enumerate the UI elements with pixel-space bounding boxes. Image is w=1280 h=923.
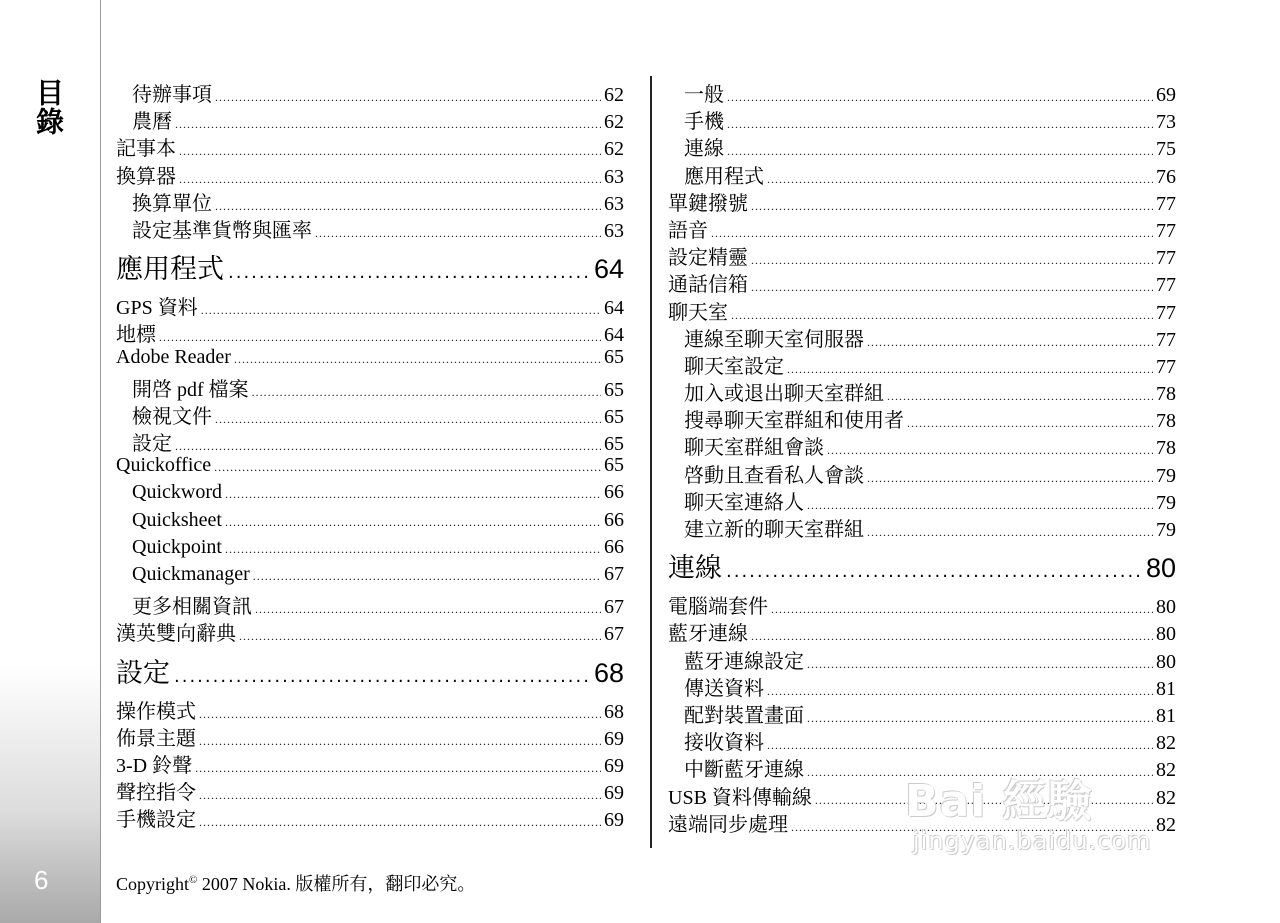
toc-entry-title: 藍牙連線設定: [684, 650, 804, 673]
toc-page-number: 65: [604, 433, 624, 456]
dot-leader: [174, 666, 590, 687]
toc-sub-entry[interactable]: [668, 105, 1176, 132]
toc-page-number: 67: [604, 563, 624, 585]
toc-page-number: 77: [1156, 355, 1176, 378]
toc-entry[interactable]: [668, 296, 1176, 323]
toc-page-number: 79: [1156, 464, 1176, 487]
toc-page-number: 77: [1156, 192, 1176, 215]
toc-entry-title: 設定: [116, 657, 170, 689]
toc-page-number: 62: [604, 111, 624, 134]
dot-leader: [228, 262, 590, 283]
copyright-mark: ©: [189, 874, 198, 886]
toc-page-number: 63: [604, 165, 624, 188]
toc-sub-entry[interactable]: [116, 427, 624, 454]
toc-entry-title: 檢視文件: [132, 405, 212, 428]
dot-leader: [727, 144, 1153, 159]
dot-leader: [867, 335, 1153, 350]
toc-entry-title: 連線至聊天室伺服器: [684, 328, 864, 351]
toc-entry-title: 漢英雙向辭典: [116, 623, 236, 646]
dot-leader: [867, 471, 1153, 486]
toc-page-number: 76: [1156, 165, 1176, 188]
dot-leader: [807, 765, 1153, 780]
toc-entry[interactable]: [668, 241, 1176, 268]
toc-entry-title: 聊天室群組會談: [684, 437, 824, 460]
toc-entry[interactable]: [116, 318, 624, 345]
toc-entry-title: 聊天室設定: [684, 355, 784, 378]
toc-sub-entry[interactable]: [668, 132, 1176, 159]
watermark-brand: Bai 經驗: [905, 776, 1093, 827]
toc-sub-entry[interactable]: [116, 187, 624, 214]
toc-entry-title: 單鍵撥號: [668, 192, 748, 215]
toc-entry-title: 加入或退出聊天室群組: [684, 383, 884, 406]
toc-sub-entry[interactable]: [668, 726, 1176, 753]
dot-leader: [751, 253, 1153, 268]
toc-entry-title: 設定: [132, 433, 172, 456]
toc-page-number: 68: [604, 700, 624, 723]
toc-entry-title: 換算器: [116, 165, 176, 188]
toc-page-number: 65: [604, 454, 624, 477]
toc-sub-entry[interactable]: [116, 78, 624, 105]
toc-entry-title: 應用程式: [116, 254, 224, 286]
toc-right-column: [668, 78, 1176, 835]
toc-page-number: 68: [593, 657, 624, 688]
toc-entry-title: 接收資料: [684, 732, 764, 755]
toc-page-number: 64: [604, 297, 624, 320]
dot-leader: [751, 280, 1153, 295]
toc-entry[interactable]: [116, 617, 624, 644]
dot-leader: [214, 460, 601, 475]
dot-leader: [727, 90, 1153, 105]
toc-entry-title: 藍牙連線: [668, 623, 748, 646]
toc-chapter-heading[interactable]: [116, 651, 624, 701]
dot-leader: [731, 308, 1153, 323]
toc-entry[interactable]: [116, 749, 624, 776]
toc-entry[interactable]: [116, 454, 624, 481]
toc-page-number: 82: [1156, 786, 1176, 809]
toc-entry-title: 手機: [684, 111, 724, 134]
dot-leader: [199, 707, 601, 722]
toc-entry[interactable]: [116, 132, 624, 159]
toc-page-number: 69: [604, 727, 624, 750]
toc-entry[interactable]: [116, 346, 624, 373]
toc-sub-entry[interactable]: [668, 78, 1176, 105]
toc-entry-title: 遠端同步處理: [668, 813, 788, 836]
toc-entry-title: 聊天室: [668, 301, 728, 324]
toc-page-number: 77: [1156, 219, 1176, 242]
toc-page-number: 82: [1156, 732, 1176, 755]
toc-entry-title: Quickoffice: [116, 454, 212, 477]
dot-leader: [201, 303, 601, 318]
dot-leader: [767, 684, 1153, 699]
toc-page-number: 67: [604, 623, 624, 646]
dot-leader: [887, 389, 1153, 404]
toc-page-number: 64: [593, 254, 624, 285]
dot-leader: [807, 498, 1153, 513]
toc-entry[interactable]: [668, 187, 1176, 214]
dot-leader: [225, 487, 601, 502]
toc-chapter-heading[interactable]: [116, 247, 624, 297]
toc-entry[interactable]: [116, 160, 624, 187]
dot-leader: [195, 761, 601, 776]
toc-page-number: 65: [604, 378, 624, 401]
sidebar: [0, 0, 101, 923]
dot-leader: [815, 793, 1153, 808]
copyright-prefix: Copyright: [116, 874, 190, 894]
toc-sub-entry[interactable]: [668, 513, 1176, 540]
toc-sub-entry[interactable]: [668, 672, 1176, 699]
toc-page-number: 62: [604, 84, 624, 106]
toc-entry[interactable]: [668, 781, 1176, 808]
toc-sub-entry[interactable]: [116, 509, 624, 536]
toc-entry-title: 啓動且查看私人會談: [684, 464, 864, 487]
page-number: 6: [34, 865, 49, 895]
toc-page-number: 69: [1156, 84, 1176, 106]
toc-entry-title: Quickpoint: [132, 535, 222, 558]
toc-sub-entry[interactable]: [668, 404, 1176, 431]
column-divider: [650, 76, 652, 848]
dot-leader: [807, 711, 1153, 726]
toc-sub-entry[interactable]: [668, 431, 1176, 458]
toc-page-number: 80: [1156, 623, 1176, 646]
toc-sub-entry[interactable]: [668, 350, 1176, 377]
toc-entry-title: 待辦事項: [132, 84, 212, 106]
toc-sub-entry[interactable]: [116, 563, 624, 590]
dot-leader: [727, 117, 1153, 132]
toc-entry-title: 配對裝置畫面: [684, 704, 804, 727]
dot-leader: [225, 515, 601, 530]
toc-sub-entry[interactable]: [668, 323, 1176, 350]
toc-page-number: 62: [604, 138, 624, 161]
dot-leader: [175, 117, 601, 132]
toc-entry-title: 中斷藍牙連線: [684, 759, 804, 782]
dot-leader: [215, 90, 601, 105]
toc-entry-title: 記事本: [116, 138, 176, 161]
dot-leader: [807, 657, 1153, 672]
dot-leader: [827, 443, 1153, 458]
toc-page-number: 65: [604, 405, 624, 428]
toc-page-number: 65: [604, 345, 624, 368]
dot-leader: [179, 144, 601, 159]
dot-leader: [225, 542, 601, 557]
toc-sub-entry[interactable]: [668, 645, 1176, 672]
toc-entry-title: 通話信箱: [668, 274, 748, 297]
dot-leader: [215, 199, 601, 214]
toc-page-number: 79: [1156, 519, 1176, 541]
toc-sub-entry[interactable]: [116, 105, 624, 132]
toc-entry-title: 連線: [668, 553, 722, 585]
toc-page-number: 66: [604, 481, 624, 504]
dot-leader: [253, 569, 601, 584]
dot-leader: [315, 226, 601, 241]
toc-page-number: 81: [1156, 704, 1176, 727]
dot-leader: [179, 172, 601, 187]
toc-entry[interactable]: [116, 803, 624, 830]
toc-entry[interactable]: [116, 291, 624, 318]
toc-sub-entry[interactable]: [668, 486, 1176, 513]
toc-left-column: [116, 78, 624, 831]
toc-page-number: 77: [1156, 274, 1176, 297]
dot-leader: [751, 629, 1153, 644]
toc-page-number: 69: [604, 782, 624, 805]
toc-entry[interactable]: [668, 590, 1176, 617]
dot-leader: [771, 602, 1153, 617]
toc-page-number: 80: [1156, 650, 1176, 673]
toc-entry-title: 佈景主題: [116, 727, 196, 750]
dot-leader: [239, 629, 601, 644]
toc-page-number: 64: [604, 324, 624, 347]
dot-leader: [255, 602, 601, 617]
toc-entry-title: 聲控指令: [116, 782, 196, 805]
toc-entry-title: 地標: [116, 324, 156, 347]
toc-chapter-heading[interactable]: [668, 546, 1176, 596]
dot-leader: [159, 330, 601, 345]
toc-entry-title: 農曆: [132, 111, 172, 134]
toc-entry-title: 更多相關資訊: [132, 596, 252, 619]
dot-leader: [234, 352, 601, 367]
section-title: 目錄: [32, 78, 65, 136]
toc-sub-entry[interactable]: [116, 590, 624, 617]
toc-page-number: 78: [1156, 410, 1176, 433]
dot-leader: [252, 385, 601, 400]
toc-entry-title: 聊天室連絡人: [684, 491, 804, 514]
dot-leader: [791, 820, 1153, 835]
toc-entry-title: Quicksheet: [132, 508, 222, 531]
toc-entry[interactable]: [668, 214, 1176, 241]
toc-entry-title: 開啓 pdf 檔案: [132, 378, 249, 401]
toc-entry-title: GPS 資料: [116, 297, 198, 320]
toc-entry-title: 換算單位: [132, 192, 212, 215]
dot-leader: [199, 815, 601, 830]
toc-page-number: 82: [1156, 813, 1176, 836]
toc-page-number: 82: [1156, 759, 1176, 782]
toc-page-number: 66: [604, 508, 624, 531]
dot-leader: [867, 525, 1153, 540]
toc-entry-title: Quickmanager: [132, 563, 250, 585]
toc-page-number: 66: [604, 535, 624, 558]
toc-page-number: 69: [604, 809, 624, 832]
toc-entry-title: Adobe Reader: [116, 345, 231, 368]
dot-leader: [767, 738, 1153, 753]
toc-page-number: 69: [604, 754, 624, 777]
toc-entry[interactable]: [116, 695, 624, 722]
toc-entry[interactable]: [668, 268, 1176, 295]
toc-sub-entry[interactable]: [668, 753, 1176, 780]
toc-entry-title: USB 資料傳輸線: [668, 786, 812, 809]
toc-sub-entry[interactable]: [668, 377, 1176, 404]
toc-entry-title: 操作模式: [116, 700, 196, 723]
copyright-text: 2007 Nokia. 版權所有，翻印必究。: [197, 874, 476, 894]
dot-leader: [726, 561, 1142, 582]
toc-entry-title: 手機設定: [116, 809, 196, 832]
dot-leader: [215, 412, 601, 427]
dot-leader: [907, 416, 1153, 431]
copyright-footer: [116, 870, 475, 896]
toc-entry-title: 應用程式: [684, 165, 764, 188]
toc-page-number: 79: [1156, 491, 1176, 514]
toc-page-number: 77: [1156, 247, 1176, 270]
toc-page-number: 80: [1145, 553, 1176, 584]
toc-entry-title: 連線: [684, 138, 724, 161]
dot-leader: [711, 226, 1153, 241]
toc-page-number: 78: [1156, 437, 1176, 460]
toc-sub-entry[interactable]: [668, 699, 1176, 726]
toc-entry-title: 建立新的聊天室群組: [684, 519, 864, 541]
toc-page-number: 78: [1156, 383, 1176, 406]
toc-entry-title: 設定精靈: [668, 247, 748, 270]
toc-page-number: 63: [604, 192, 624, 215]
toc-sub-entry[interactable]: [116, 536, 624, 563]
toc-page-number: 75: [1156, 138, 1176, 161]
toc-entry-title: 3-D 鈴聲: [116, 754, 193, 777]
watermark-url: jingyan.baidu.com: [913, 827, 1152, 855]
toc-sub-entry[interactable]: [116, 481, 624, 508]
toc-page-number: 73: [1156, 111, 1176, 134]
toc-page-number: 81: [1156, 677, 1176, 700]
toc-entry-title: 電腦端套件: [668, 596, 768, 619]
toc-entry-title: 傳送資料: [684, 677, 764, 700]
toc-sub-entry[interactable]: [668, 459, 1176, 486]
toc-entry-title: 搜尋聊天室群組和使用者: [684, 410, 904, 433]
toc-entry[interactable]: [116, 722, 624, 749]
toc-entry-title: Quickword: [132, 481, 222, 504]
toc-entry[interactable]: [668, 617, 1176, 644]
toc-entry-title: 語音: [668, 219, 708, 242]
toc-entry[interactable]: [116, 776, 624, 803]
toc-sub-entry[interactable]: [116, 373, 624, 400]
toc-entry-title: 一般: [684, 84, 724, 106]
dot-leader: [199, 788, 601, 803]
dot-leader: [751, 199, 1153, 214]
toc-entry[interactable]: [668, 808, 1176, 835]
toc-page-number: 67: [604, 596, 624, 619]
dot-leader: [175, 439, 601, 454]
dot-leader: [767, 172, 1153, 187]
dot-leader: [199, 734, 601, 749]
toc-entry-title: 設定基準貨幣與匯率: [132, 219, 312, 242]
toc-page-number: 77: [1156, 328, 1176, 351]
dot-leader: [787, 362, 1153, 377]
toc-page-number: 77: [1156, 301, 1176, 324]
toc-page-number: 63: [604, 219, 624, 242]
toc-sub-entry[interactable]: [116, 400, 624, 427]
toc-page-number: 80: [1156, 596, 1176, 619]
toc-sub-entry[interactable]: [116, 214, 624, 241]
toc-sub-entry[interactable]: [668, 160, 1176, 187]
